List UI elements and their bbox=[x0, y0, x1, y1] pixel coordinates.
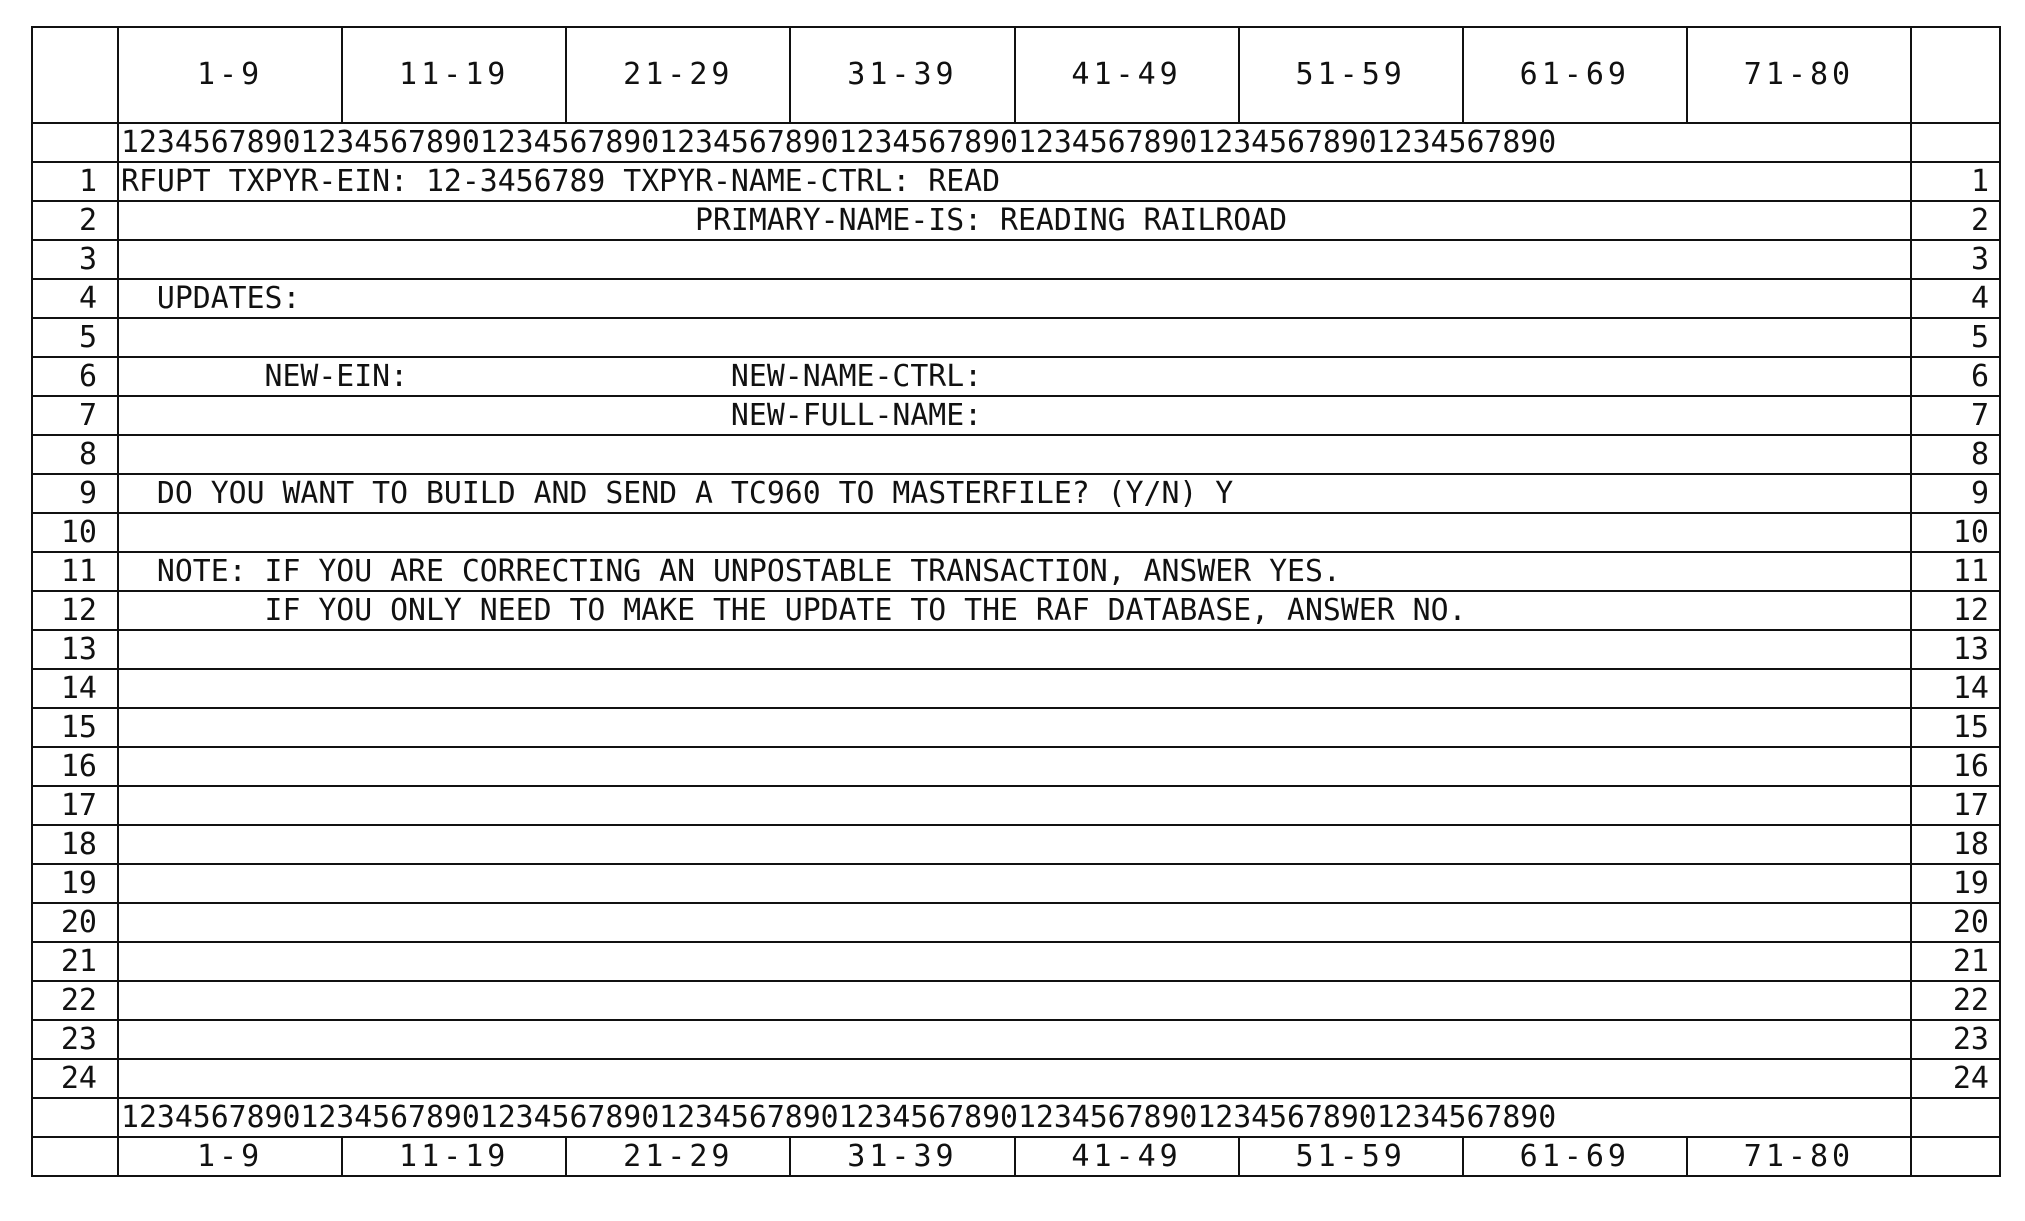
corner-cell bbox=[1911, 1137, 2000, 1176]
line-number-left: 17 bbox=[32, 786, 118, 825]
screen-line-text: UPDATES: bbox=[118, 279, 1911, 318]
line-number-left: 12 bbox=[32, 591, 118, 630]
column-ruler: 12345678901234567890123456789012345678901234567890123456789012345678901234567890 bbox=[118, 123, 1911, 162]
line-number-right: 6 bbox=[1911, 357, 2000, 396]
line-number-right: 21 bbox=[1911, 942, 2000, 981]
line-number-right: 17 bbox=[1911, 786, 2000, 825]
screen-line-row bbox=[32, 825, 2000, 864]
screen-line-row bbox=[32, 942, 2000, 981]
screen-line-text bbox=[118, 513, 1911, 552]
column-range-label: 41-49 bbox=[1016, 28, 1240, 122]
screen-line-text: NEW-EIN: NEW-NAME-CTRL: bbox=[118, 357, 1911, 396]
line-number-left: 13 bbox=[32, 630, 118, 669]
screen-line-row bbox=[32, 1020, 2000, 1059]
screen-line-text bbox=[118, 630, 1911, 669]
screen-line-row bbox=[32, 864, 2000, 903]
line-number-right: 24 bbox=[1911, 1059, 2000, 1098]
screen-line-row bbox=[32, 786, 2000, 825]
screen-line-row bbox=[32, 513, 2000, 552]
screen-line-text bbox=[118, 318, 1911, 357]
screen-line-text: PRIMARY-NAME-IS: READING RAILROAD bbox=[118, 201, 1911, 240]
line-number-right: 8 bbox=[1911, 435, 2000, 474]
line-number-left: 4 bbox=[32, 279, 118, 318]
screen-line-text: IF YOU ONLY NEED TO MAKE THE UPDATE TO THE RAF DATABASE, ANSWER NO. bbox=[118, 591, 1911, 630]
line-number-left: 6 bbox=[32, 357, 118, 396]
bottom-column-range-row bbox=[32, 1137, 2000, 1176]
column-range-label: 21-29 bbox=[567, 1138, 791, 1175]
line-number-left: 1 bbox=[32, 162, 118, 201]
line-number-left: 18 bbox=[32, 825, 118, 864]
screen-line-text bbox=[118, 1020, 1911, 1059]
screen-line-row bbox=[32, 162, 2000, 201]
column-range-label: 51-59 bbox=[1240, 28, 1464, 122]
column-range-label: 51-59 bbox=[1240, 1138, 1464, 1175]
line-number-left: 20 bbox=[32, 903, 118, 942]
line-number-left: 11 bbox=[32, 552, 118, 591]
screen-line-row bbox=[32, 630, 2000, 669]
line-number-left: 2 bbox=[32, 201, 118, 240]
line-number-right: 13 bbox=[1911, 630, 2000, 669]
screen-line-row bbox=[32, 1059, 2000, 1098]
column-range-label: 11-19 bbox=[343, 28, 567, 122]
screen-line-text: NOTE: IF YOU ARE CORRECTING AN UNPOSTABLE TRANSACTION, ANSWER YES. bbox=[118, 552, 1911, 591]
screen-line-row bbox=[32, 435, 2000, 474]
line-number-left: 19 bbox=[32, 864, 118, 903]
screen-line-text: NEW-FULL-NAME: bbox=[118, 396, 1911, 435]
line-number-right: 20 bbox=[1911, 903, 2000, 942]
screen-line-row bbox=[32, 552, 2000, 591]
screen-line-row bbox=[32, 903, 2000, 942]
line-number-left: 5 bbox=[32, 318, 118, 357]
line-number-left: 7 bbox=[32, 396, 118, 435]
screen-line-row bbox=[32, 357, 2000, 396]
line-number-right: 23 bbox=[1911, 1020, 2000, 1059]
corner-cell bbox=[32, 123, 118, 162]
column-range-label: 61-69 bbox=[1464, 28, 1688, 122]
line-number-left: 23 bbox=[32, 1020, 118, 1059]
screen-line-text bbox=[118, 903, 1911, 942]
line-number-right: 14 bbox=[1911, 669, 2000, 708]
screen-line-text bbox=[118, 747, 1911, 786]
screen-line-row bbox=[32, 669, 2000, 708]
line-number-right: 12 bbox=[1911, 591, 2000, 630]
screen-line-text bbox=[118, 240, 1911, 279]
line-number-right: 15 bbox=[1911, 708, 2000, 747]
top-column-range-row bbox=[32, 27, 2000, 123]
column-range-label: 41-49 bbox=[1016, 1138, 1240, 1175]
screen-line-row bbox=[32, 708, 2000, 747]
screen-line-text bbox=[118, 864, 1911, 903]
line-number-left: 15 bbox=[32, 708, 118, 747]
line-number-right: 1 bbox=[1911, 162, 2000, 201]
line-number-left: 8 bbox=[32, 435, 118, 474]
screen-line-text bbox=[118, 669, 1911, 708]
screen-line-row bbox=[32, 318, 2000, 357]
line-number-left: 3 bbox=[32, 240, 118, 279]
top-column-ruler-row bbox=[32, 123, 2000, 162]
column-range-label: 11-19 bbox=[343, 1138, 567, 1175]
line-number-right: 7 bbox=[1911, 396, 2000, 435]
screen-line-text bbox=[118, 981, 1911, 1020]
screen-line-text: RFUPT TXPYR-EIN: 12-3456789 TXPYR-NAME-CTRL: READ bbox=[118, 162, 1911, 201]
column-range-label: 71-80 bbox=[1743, 1138, 1855, 1174]
corner-cell bbox=[32, 1137, 118, 1176]
column-range-label: 71-80 bbox=[1743, 57, 1855, 92]
screen-line-text: DO YOU WANT TO BUILD AND SEND A TC960 TO MASTERFILE? (Y/N) Y bbox=[118, 474, 1911, 513]
screen-layout-grid bbox=[31, 26, 2001, 1177]
column-range-label: 1-9 bbox=[119, 1138, 343, 1175]
line-number-right: 2 bbox=[1911, 201, 2000, 240]
line-number-right: 19 bbox=[1911, 864, 2000, 903]
line-number-left: 14 bbox=[32, 669, 118, 708]
screen-line-text bbox=[118, 1059, 1911, 1098]
screen-line-row bbox=[32, 591, 2000, 630]
line-number-left: 24 bbox=[32, 1059, 118, 1098]
screen-line-row bbox=[32, 981, 2000, 1020]
column-range-label: 1-9 bbox=[119, 28, 343, 122]
corner-cell bbox=[1911, 123, 2000, 162]
corner-cell bbox=[1911, 27, 2000, 123]
line-number-right: 10 bbox=[1911, 513, 2000, 552]
line-number-right: 11 bbox=[1911, 552, 2000, 591]
line-number-right: 5 bbox=[1911, 318, 2000, 357]
screen-line-row bbox=[32, 474, 2000, 513]
line-number-left: 10 bbox=[32, 513, 118, 552]
screen-line-row bbox=[32, 279, 2000, 318]
screen-line-text bbox=[118, 825, 1911, 864]
column-range-label: 31-39 bbox=[791, 28, 1015, 122]
bottom-column-ruler-row bbox=[32, 1098, 2000, 1137]
screen-line-row bbox=[32, 396, 2000, 435]
screen-line-row bbox=[32, 201, 2000, 240]
column-range-label: 31-39 bbox=[791, 1138, 1015, 1175]
screen-line-text bbox=[118, 435, 1911, 474]
line-number-right: 22 bbox=[1911, 981, 2000, 1020]
column-range-label: 21-29 bbox=[567, 28, 791, 122]
line-number-right: 18 bbox=[1911, 825, 2000, 864]
corner-cell bbox=[32, 27, 118, 123]
line-number-left: 21 bbox=[32, 942, 118, 981]
column-range-header bbox=[118, 1137, 1911, 1176]
column-ruler: 12345678901234567890123456789012345678901234567890123456789012345678901234567890 bbox=[118, 1098, 1911, 1137]
line-number-right: 4 bbox=[1911, 279, 2000, 318]
screen-line-text bbox=[118, 786, 1911, 825]
line-number-right: 16 bbox=[1911, 747, 2000, 786]
screen-line-row bbox=[32, 747, 2000, 786]
column-range-header bbox=[118, 27, 1911, 123]
screen-line-text bbox=[118, 708, 1911, 747]
corner-cell bbox=[32, 1098, 118, 1137]
line-number-left: 16 bbox=[32, 747, 118, 786]
screen-line-row bbox=[32, 240, 2000, 279]
line-number-right: 9 bbox=[1911, 474, 2000, 513]
line-number-right: 3 bbox=[1911, 240, 2000, 279]
screen-line-text bbox=[118, 942, 1911, 981]
line-number-left: 9 bbox=[32, 474, 118, 513]
column-range-label: 61-69 bbox=[1464, 1138, 1688, 1175]
line-number-left: 22 bbox=[32, 981, 118, 1020]
corner-cell bbox=[1911, 1098, 2000, 1137]
